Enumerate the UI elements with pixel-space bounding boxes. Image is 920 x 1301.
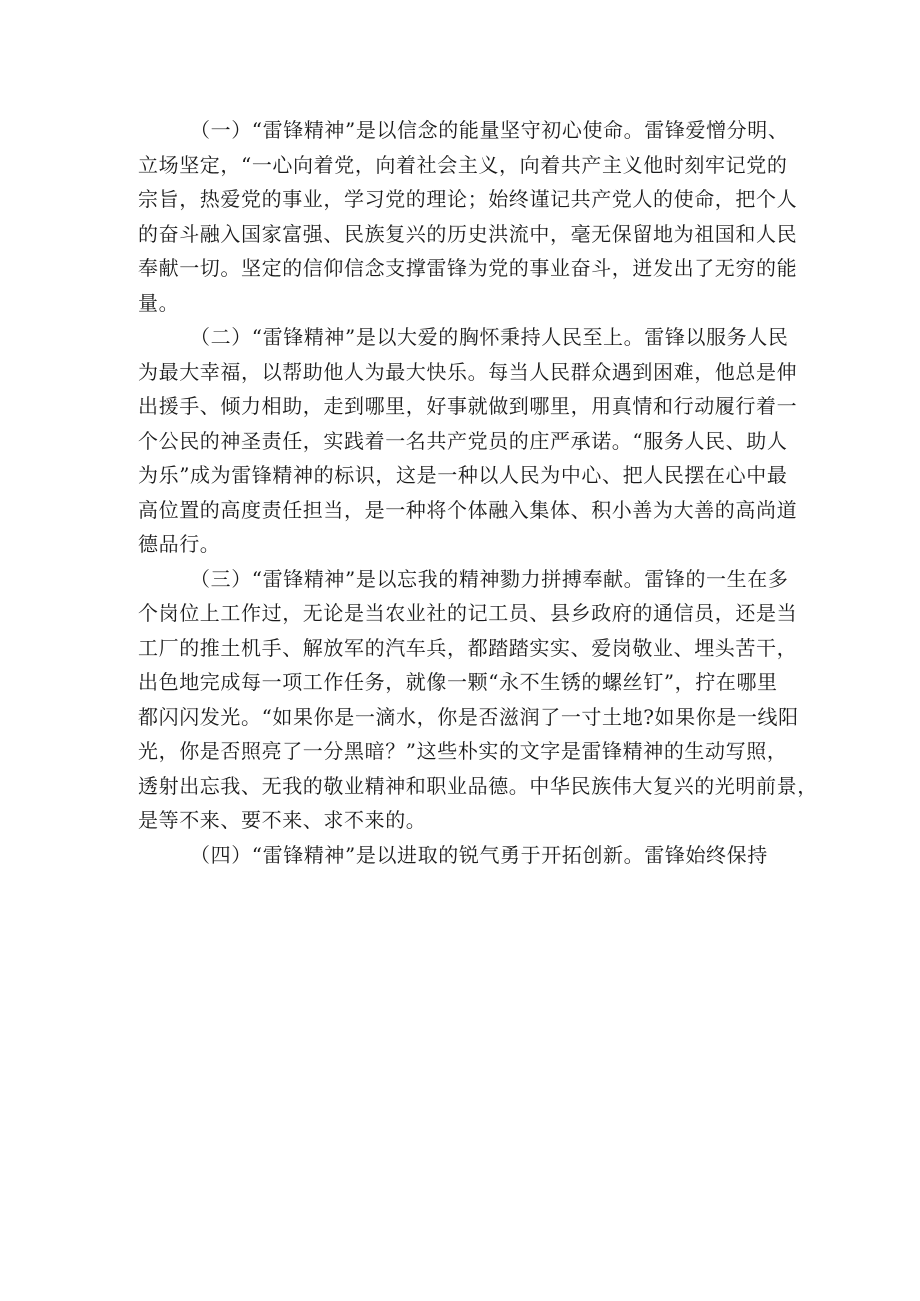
text-line: 奉献一切。坚定的信仰信念支撑雷锋为党的事业奋斗，迸发出了无穷的能	[138, 256, 798, 280]
text-line: （一）“雷锋精神”是以信念的能量坚守初心使命。雷锋爱憎分明、	[190, 118, 789, 142]
paragraph-3	[138, 562, 818, 838]
text-line: 透射出忘我、无我的敬业精神和职业品德。中华民族伟大复兴的光明前景，	[138, 773, 818, 798]
paragraph-4	[138, 838, 800, 873]
text-line: 量。	[138, 290, 180, 315]
text-line: （四）“雷锋精神”是以进取的锐气勇于开拓创新。雷锋始终保持	[190, 842, 768, 867]
text-line: 出援手、倾力相助，走到哪里，好事就做到哪里，用真情和行动履行着一	[138, 394, 798, 418]
text-line: 光，你是否照亮了一分黑暗？”这些朴实的文字是雷锋精神的生动写照，	[138, 739, 788, 763]
text-line: 为乐”成为雷锋精神的标识，这是一种以人民为中心、把人民摆在心中最	[138, 463, 788, 487]
text-line: 工厂的推土机手、解放军的汽车兵，都踏踏实实、爱岗敬业、埋头苦干，	[138, 635, 798, 660]
text-line: 高位置的高度责任担当，是一种将个体融入集体、积小善为大善的高尚道	[138, 497, 798, 522]
document-body	[138, 113, 818, 872]
text-line: 宗旨，热爱党的事业，学习党的理论；始终谨记共产党人的使命，把个人	[138, 187, 798, 211]
text-line: 出色地完成每一项工作任务，就像一颗“永不生锈的螺丝钉”，拧在哪里	[138, 670, 778, 694]
text-line: 立场坚定，“一心向着党，向着社会主义，向着共产主义他时刻牢记党的	[138, 152, 788, 177]
text-line: （二）“雷锋精神”是以大爱的胸怀秉持人民至上。雷锋以服务人民	[190, 325, 789, 349]
text-line: 为最大幸福，以帮助他人为最大快乐。每当人民群众遇到困难，他总是伸	[138, 359, 798, 384]
text-line: 德品行。	[138, 532, 221, 556]
text-line: 都闪闪发光。“如果你是一滴水，你是否滋润了一寸土地?如果你是一线阳	[138, 704, 799, 729]
text-line: 个公民的神圣责任，实践着一名共产党员的庄严承诺。“服务人民、助人	[138, 428, 788, 453]
text-line: （三）“雷锋精神”是以忘我的精神勠力拼搏奉献。雷锋的一生在多	[190, 566, 789, 591]
text-line: 的奋斗融入国家富强、民族复兴的历史洪流中，毫无保留地为祖国和人民	[138, 221, 798, 246]
text-line: 个岗位上工作过，无论是当农业社的记工员、县乡政府的通信员，还是当	[138, 601, 798, 625]
paragraph-2	[138, 320, 800, 562]
text-line: 是等不来、要不来、求不来的。	[138, 808, 427, 832]
paragraph-1	[138, 113, 800, 320]
